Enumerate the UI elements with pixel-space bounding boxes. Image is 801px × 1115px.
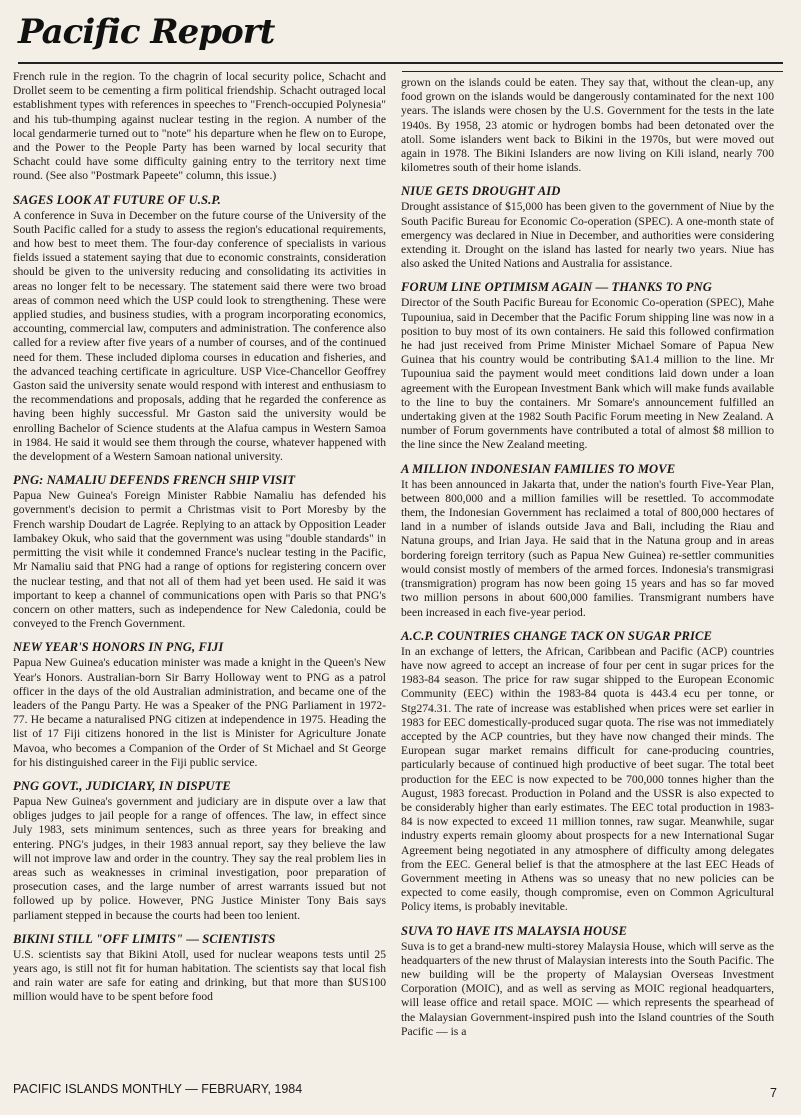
right-intro: grown on the islands could be eaten. They say that, without the clean-up, any food grown on the islands would be dangerously contaminated for the next 100 years. The islands were chosen by the U.S. Government for the tests in the late 1940s. By 1958, 23 atomic or hydrogen bombs had been detonated over the atoll. Some islanders went back to Bikini in the 1970s, but were moved out again in 1978. The Bikini Islanders are now living on Kili island, nearly 700 kilometres south of their home islands. — [401, 76, 774, 175]
left-intro: French rule in the region. To the chagrin of local security police, Schacht and Drollet seem to be cementing a firm political friendship. Schacht outraged local establishment types with references in speeches to "French-occupied Polynesia" and his tub-thumping against nuclear testing in the region. A number of the local gendarmerie turned out to "note" his departure when he flew on to Europe, and the Power to the People Party has been warned by local security that Schacht could have some difficulty gaining entry to the territory next time round. (See also "Postmark Papeete" column, this issue.) — [13, 70, 386, 183]
article-body: U.S. scientists say that Bikini Atoll, used for nuclear weapons tests until 25 years ago, is still not fit for human habitation. The scientists say that local fish and rain water are safe for eating and drinking, but that more than $US100 million would have to be spent before food — [13, 947, 386, 1004]
headline: A.C.P. COUNTRIES CHANGE TACK ON SUGAR PRICE — [401, 628, 712, 643]
article-body: Papua New Guinea's Foreign Minister Rabbie Namaliu has defended his government's decision to permit a Christmas visit to Port Moresby by the French warship Doudart de Lagrée. Replying to an attack by Opposition Leader Iambakey Okuk, who said that the government was using "double standards" in permitting the visit while it condemned France's nuclear testing in the Pacific, Mr Namaliu said that PNG had a range of options for registering concern over the nuclear testing, and that not all of them had yet been used. He said it was important to keep a channel of communications open with Paris so that PNG's concern on other matters, such as independence for New Caledonia, could be conveyed to the French Government. — [13, 489, 386, 631]
article-body: In an exchange of letters, the African, Caribbean and Pacific (ACP) countries have now agreed to accept an increase of four per cent in sugar prices for the 1983-84 season. The price for raw sugar shipped to the European Economic Community (EEC) within the 1983-84 quota is 443.4 ecu per tonne, or Stg274.31. The rate of increase was established when prices were set earlier in 1983 for EEC domestically-produced sugar quota. The rise was not immediately accepted by the ACP countries, but they have now changed their minds. The European sugar market remains difficult for cane-producing countries, particularly because of continued high productive of beet sugar. The total beet production for the EEC is now expected to be 700,000 tonnes higher than the August, 1983 forecast. Production in Poland and the USSR is also expected to be considerably higher than early estimates. The EEC total production in 1983-84 is now expected to exceed 11 million tonnes, raw sugar. Meanwhile, sugar industry experts remain gloomy about prospects for a new International Sugar Agreement being negotiated in any atmosphere of difficulty among delegates from the EEC. General belief is that the atmosphere at the last EEC Heads of Government meeting in Athens was so uneasy that no new policies can be expected to come easily, though compromise, even on Common Agricultural Policy items, is probably inevitable. — [401, 644, 774, 914]
left-column — [13, 70, 386, 1005]
masthead-logo: Pacific Report — [18, 12, 275, 52]
headline: SAGES LOOK AT FUTURE OF U.S.P. — [13, 192, 221, 207]
headline: NIUE GETS DROUGHT AID — [401, 184, 561, 199]
article-body: Director of the South Pacific Bureau for Economic Co-operation (SPEC), Mahe Tupouniua, said in December that the Pacific Forum shipping line was now in a position to buy most of its own containers. He said this followed confirmation he had just received from Prime Minister Michael Somare of Papua New Guinea that his country would be contributing $A1.4 million to the line. Mr Tupouniua said the payment would meet conditions laid down under a loan agreement with the European Investment Bank which will make funds available to the line to buy the containers. Mr Somare's announcement fulfilled an undertaking given at the 1982 South Pacific Forum meeting in New Zealand. A number of Forum governments have contributed a total of almost $8 million to the line since the New Zealand meeting. — [401, 296, 774, 452]
column-rule — [402, 71, 783, 72]
article-body: Papua New Guinea's government and judiciary are in dispute over a law that obliges judges to jail people for a range of offences. The law, in effect since July 1983, sets minimum sentences, such as three years for breaking and entering. PNG's judges, in their 1983 annual report, say they believe the law will not improve law and order in the country. They say the real problem lies in areas such as weaknesses in criminal investigation, poor preparation of prosecution cases, and the large number of arrest warrants issued but not followed up by police. However, PNG Justice Minister Tony Bais says parliament stepped in because the courts had been too lenient. — [13, 794, 386, 922]
headline: PNG: NAMALIU DEFENDS FRENCH SHIP VISIT — [13, 473, 296, 488]
headline: FORUM LINE OPTIMISM AGAIN — THANKS TO PNG — [401, 280, 712, 295]
headline: SUVA TO HAVE ITS MALAYSIA HOUSE — [401, 923, 628, 938]
masthead-rule — [18, 62, 783, 64]
headline: A MILLION INDONESIAN FAMILIES TO MOVE — [401, 461, 676, 476]
right-column — [401, 76, 774, 1039]
headline: PNG GOVT., JUDICIARY, IN DISPUTE — [13, 778, 231, 793]
headline: NEW YEAR'S HONORS IN PNG, FIJI — [13, 640, 224, 655]
page-number: 7 — [770, 1086, 777, 1100]
article-body: A conference in Suva in December on the future course of the University of the South Pacific called for a study to assess the region's educational requirements, and how best to meet them. The four-day conference of specialists in various fields issued a statement saying that due to economic constraints, consideration should be given to the university reducing and consolidating its activities in areas no longer felt to be necessary. The statement said there were two broad areas of common need which the USP could look to strengthening. These were applied studies, and business studies, with a program incorporating economics, accounting, commercial law, computers and administration. The conference also called for a review after five years of a number of courses, and of the continued need for them. These included diploma courses in education and fisheries, and the advanced teaching certificate in agriculture. USP Vice-Chancellor Geoffrey Gaston said the university senate would respond with interest and enthusiasm to the recommendations and proposals, adding that he regarded the conference as having been highly successful. Mr Gaston said the university would be enrolling Bachelor of Science students at the Alafua campus in Western Samoa in 1984. He said it would see them through the course, whatever happened with the development of a Western Samoan national university. — [13, 208, 386, 464]
article-body: Drought assistance of $15,000 has been given to the government of Niue by the South Pacific Bureau for Economic Co-operation (SPEC). A one-month state of emergency was declared in Niue in December, and authorities were considering extending it. Drought on the island has lasted for nearly two years. Niue has also asked the United Nations and Australia for assistance. — [401, 200, 774, 271]
article-body: It has been announced in Jakarta that, under the nation's fourth Five-Year Plan, between 800,000 and a million families will be resettled. To accommodate them, the Indonesian Government has reclaimed a total of 800,000 hectares of land in a number of islands outside Java and Bali, including the Riau and Natuna groups, and Irian Jaya. He said that in the Natuna group and in areas bordering foreign territory (such as Papua New Guinea) re-settler communities would consist mostly of members of the armed forces. Indonesia's transmigrasi (transmigration) program has now been going 15 years and has so far moved two million persons in about 600,000 families. Transmigrant numbers have been increased in each five-year period. — [401, 477, 774, 619]
footer-publication: PACIFIC ISLANDS MONTHLY — FEBRUARY, 1984 — [13, 1082, 303, 1096]
headline: BIKINI STILL "OFF LIMITS" — SCIENTISTS — [13, 931, 276, 946]
article-body: Suva is to get a brand-new multi-storey Malaysia House, which will serve as the headquarters of the new thrust of Malaysian interests into the South Pacific. The new building will be the property of Malaysian Overseas Investment Corporation (MOIC), and as well as serving as MOIC regional headquarters, will lease office and retail space. MOIC — which represents the spearhead of the Malaysian Government-inspired push into the Island countries of the South Pacific — is a — [401, 939, 774, 1038]
article-body: Papua New Guinea's education minister was made a knight in the Queen's New Year's Honors. Australian-born Sir Barry Holloway went to PNG as a patrol officer in the days of the old Australian administration, and became one of the leaders of the Pangu Party. He was a Speaker of the PNG Parliament in 1972-77. He became a naturalised PNG citizen at independence in 1975. Heading the list of 17 Fiji citizens honored in the list is Minister for Agriculture Jonate Mavoa, who becomes a Companion of the Order of St Michael and St George for his distinguished career in the Fiji public service. — [13, 656, 386, 769]
